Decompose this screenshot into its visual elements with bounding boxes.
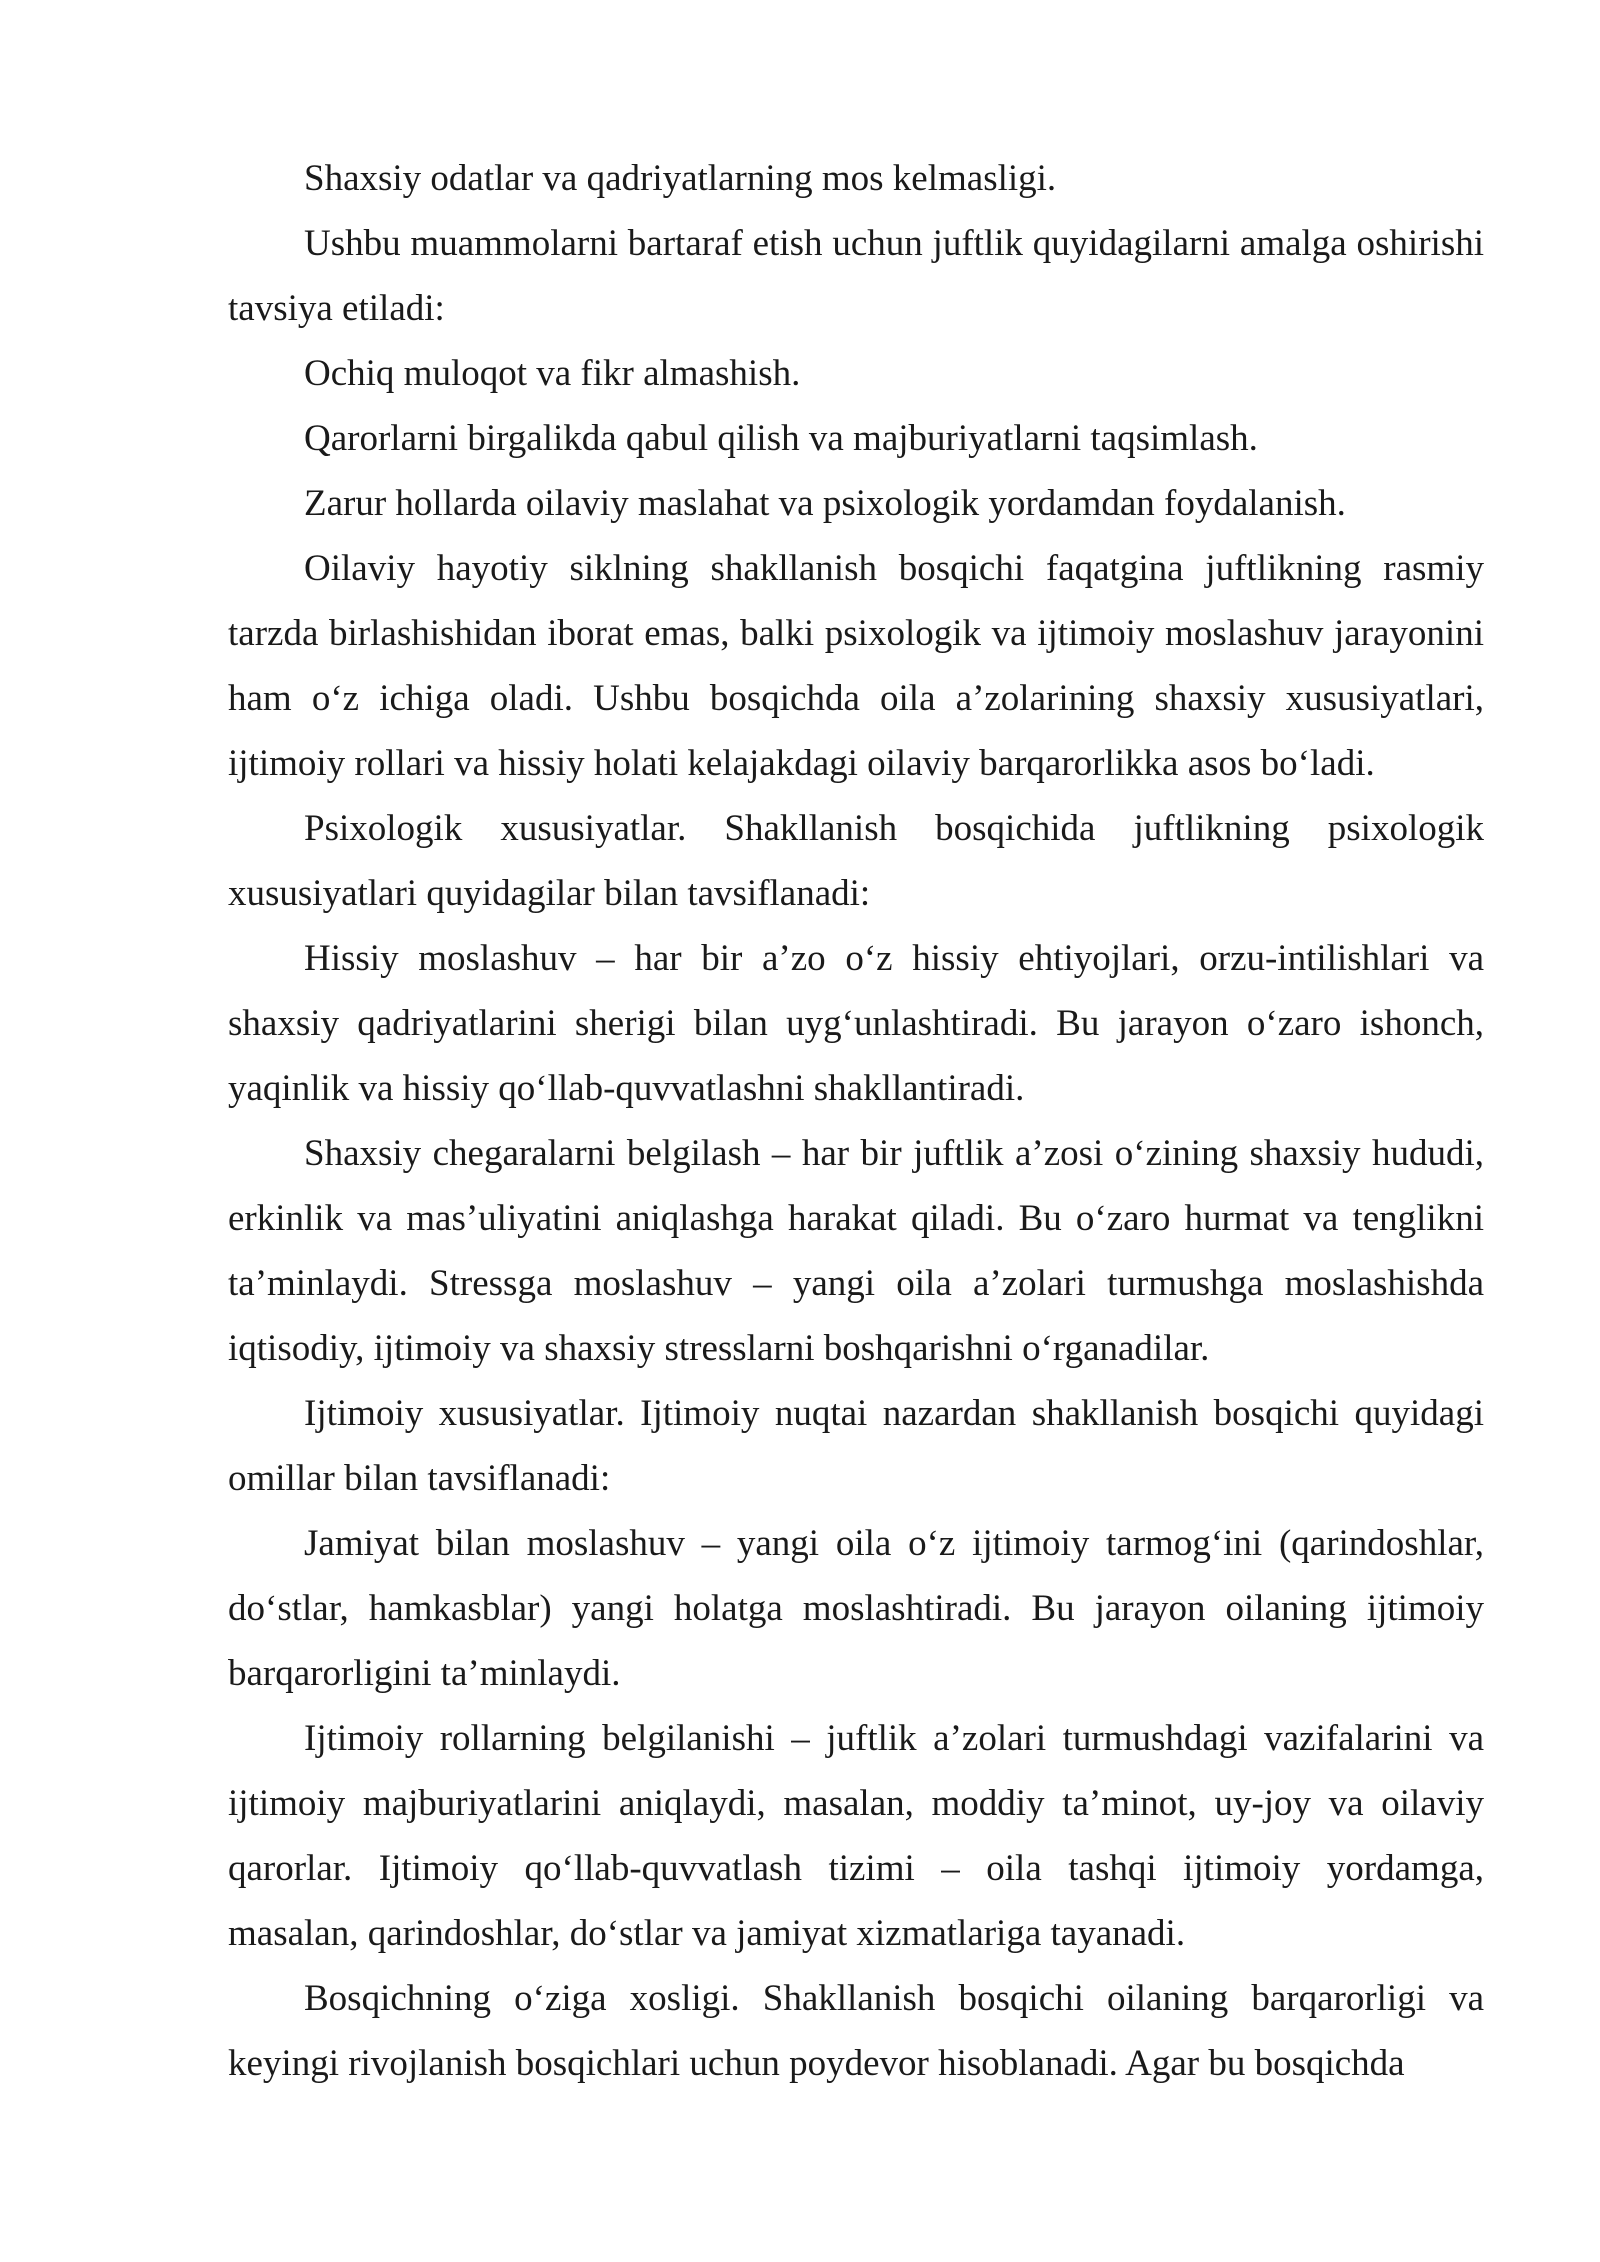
- paragraph: Psixologik xususiyatlar. Shakllanish bosqichida juftlikning psixologik xususiyatlari quyidagilar bilan tavsiflanadi:: [228, 808, 1484, 914]
- paragraph: Ochiq muloqot va fikr almashish.: [304, 353, 801, 394]
- paragraph: Bosqichning o‘ziga xosligi. Shakllanish bosqichi oilaning barqarorligi va keyingi rivojlanish bosqichlari uchun poydevor hisoblanadi. Agar bu bosqichda: [228, 1978, 1484, 2084]
- paragraph: Ijtimoiy rollarning belgilanishi – juftlik a’zolari turmushdagi vazifalarini va ijtimoiy majburiyatlarini aniqlaydi, masalan, moddiy ta’minot, uy-joy va oilaviy qarorlar. Ijtimoiy qo‘llab-quvvatlash tizimi – oila tashqi ijtimoiy yordamga, masalan, qarindoshlar, do‘stlar va jamiyat xizmatlariga tayanadi.: [228, 1718, 1484, 1954]
- paragraph: Shaxsiy odatlar va qadriyatlarning mos kelmasligi.: [304, 158, 1057, 199]
- paragraph: Jamiyat bilan moslashuv – yangi oila o‘z ijtimoiy tarmog‘ini (qarindoshlar, do‘stlar, hamkasblar) yangi holatga moslashtiradi. Bu jarayon oilaning ijtimoiy barqarorligini ta’minlaydi.: [228, 1523, 1484, 1694]
- paragraph: Ushbu muammolarni bartaraf etish uchun juftlik quyidagilarni amalga oshirishi tavsiya etiladi:: [228, 223, 1484, 329]
- paragraph: Hissiy moslashuv – har bir a’zo o‘z hissiy ehtiyojlari, orzu-intilishlari va shaxsiy qadriyatlarini sherigi bilan uyg‘unlashtiradi. Bu jarayon o‘zaro ishonch, yaqinlik va hissiy qo‘llab-quvvatlashni shakllantiradi.: [228, 938, 1484, 1109]
- paragraph: Oilaviy hayotiy siklning shakllanish bosqichi faqatgina juftlikning rasmiy tarzda birlashishidan iborat emas, balki psixologik va ijtimoiy moslashuv jarayonini ham o‘z ichiga oladi. Ushbu bosqichda oila a’zolarining shaxsiy xususiyatlari, ijtimoiy rollari va hissiy holati kelajakdagi oilaviy barqarorlikka asos bo‘ladi.: [228, 548, 1484, 784]
- document-page: [228, 146, 1484, 2096]
- paragraph: Qarorlarni birgalikda qabul qilish va majburiyatlarni taqsimlash.: [304, 418, 1258, 459]
- paragraph: Ijtimoiy xususiyatlar. Ijtimoiy nuqtai nazardan shakllanish bosqichi quyidagi omillar bilan tavsiflanadi:: [228, 1393, 1484, 1499]
- paragraph: Shaxsiy chegaralarni belgilash – har bir juftlik a’zosi o‘zining shaxsiy hududi, erkinlik va mas’uliyatini aniqlashga harakat qiladi. Bu o‘zaro hurmat va tenglikni ta’minlaydi. Stressga moslashuv – yangi oila a’zolari turmushga moslashishda iqtisodiy, ijtimoiy va shaxsiy stresslarni boshqarishni o‘rganadilar.: [228, 1133, 1484, 1369]
- paragraph: Zarur hollarda oilaviy maslahat va psixologik yordamdan foydalanish.: [304, 483, 1346, 524]
